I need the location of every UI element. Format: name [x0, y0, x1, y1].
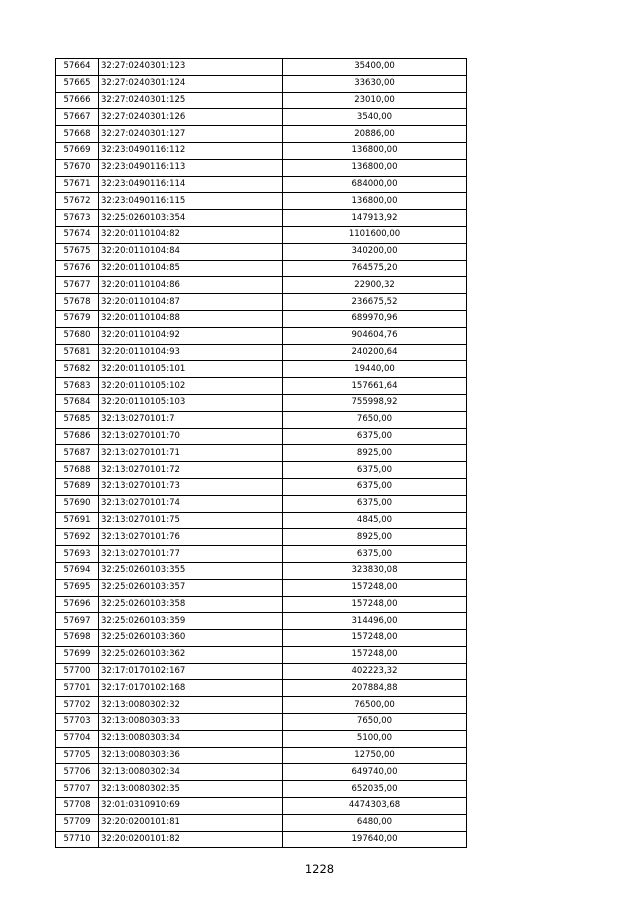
row-number-cell: 57696: [56, 596, 99, 613]
value-cell: 6375,00: [283, 546, 467, 563]
table-row: [56, 831, 467, 848]
cadastral-number-cell: 32:20:0110104:88: [99, 310, 283, 327]
value-cell: 684000,00: [283, 176, 467, 193]
cadastral-number-cell: 32:20:0200101:81: [99, 814, 283, 831]
cadastral-number-cell: 32:20:0110104:84: [99, 243, 283, 260]
table-row: [56, 277, 467, 294]
row-number-cell: 57702: [56, 697, 99, 714]
cadastral-number-cell: 32:13:0270101:74: [99, 495, 283, 512]
value-cell: 76500,00: [283, 697, 467, 714]
table-row: [56, 142, 467, 159]
value-cell: 35400,00: [283, 59, 467, 76]
cadastral-number-cell: 32:20:0110105:103: [99, 394, 283, 411]
value-cell: 136800,00: [283, 142, 467, 159]
row-number-cell: 57698: [56, 630, 99, 647]
table-row: [56, 495, 467, 512]
table-row: [56, 814, 467, 831]
table-row: [56, 747, 467, 764]
row-number-cell: 57669: [56, 142, 99, 159]
value-cell: 33630,00: [283, 75, 467, 92]
table-row: [56, 344, 467, 361]
cadastral-number-cell: 32:20:0110104:92: [99, 327, 283, 344]
value-cell: 6480,00: [283, 814, 467, 831]
cadastral-number-cell: 32:13:0080303:34: [99, 730, 283, 747]
row-number-cell: 57685: [56, 411, 99, 428]
table-row: [56, 512, 467, 529]
cadastral-number-cell: 32:23:0490116:114: [99, 176, 283, 193]
table-row: [56, 243, 467, 260]
value-cell: 3540,00: [283, 109, 467, 126]
value-cell: 157248,00: [283, 596, 467, 613]
cadastral-number-cell: 32:20:0110104:93: [99, 344, 283, 361]
value-cell: 8925,00: [283, 445, 467, 462]
cadastral-number-cell: 32:23:0490116:115: [99, 193, 283, 210]
row-number-cell: 57686: [56, 428, 99, 445]
row-number-cell: 57691: [56, 512, 99, 529]
row-number-cell: 57706: [56, 764, 99, 781]
table-row: [56, 428, 467, 445]
value-cell: 7650,00: [283, 411, 467, 428]
row-number-cell: 57700: [56, 663, 99, 680]
table-row: [56, 714, 467, 731]
cadastral-number-cell: 32:01:0310910:69: [99, 798, 283, 815]
row-number-cell: 57707: [56, 781, 99, 798]
table-row: [56, 92, 467, 109]
table-row: [56, 126, 467, 143]
value-cell: 12750,00: [283, 747, 467, 764]
table-row: [56, 697, 467, 714]
table-row: [56, 445, 467, 462]
cadastral-number-cell: 32:13:0270101:71: [99, 445, 283, 462]
value-cell: 323830,08: [283, 562, 467, 579]
row-number-cell: 57664: [56, 59, 99, 76]
value-cell: 240200,64: [283, 344, 467, 361]
table-row: [56, 613, 467, 630]
table-row: [56, 562, 467, 579]
table-row: [56, 193, 467, 210]
table-row: [56, 210, 467, 227]
table-row: [56, 75, 467, 92]
cadastral-number-cell: 32:20:0110104:87: [99, 294, 283, 311]
cadastral-number-cell: 32:25:0260103:360: [99, 630, 283, 647]
cadastral-number-cell: 32:20:0110104:85: [99, 260, 283, 277]
row-number-cell: 57688: [56, 462, 99, 479]
row-number-cell: 57687: [56, 445, 99, 462]
cadastral-number-cell: 32:27:0240301:126: [99, 109, 283, 126]
value-cell: 197640,00: [283, 831, 467, 848]
cadastral-number-cell: 32:13:0270101:70: [99, 428, 283, 445]
row-number-cell: 57697: [56, 613, 99, 630]
row-number-cell: 57704: [56, 730, 99, 747]
cadastral-number-cell: 32:13:0270101:75: [99, 512, 283, 529]
value-cell: 1101600,00: [283, 226, 467, 243]
cadastral-number-cell: 32:13:0080302:34: [99, 764, 283, 781]
value-cell: 147913,92: [283, 210, 467, 227]
row-number-cell: 57689: [56, 478, 99, 495]
table-row: [56, 294, 467, 311]
value-cell: 22900,32: [283, 277, 467, 294]
cadastral-number-cell: 32:20:0110105:101: [99, 361, 283, 378]
row-number-cell: 57699: [56, 646, 99, 663]
row-number-cell: 57676: [56, 260, 99, 277]
value-cell: 652035,00: [283, 781, 467, 798]
row-number-cell: 57682: [56, 361, 99, 378]
table-row: [56, 546, 467, 563]
cadastral-number-cell: 32:13:0270101:76: [99, 529, 283, 546]
table-row: [56, 310, 467, 327]
row-number-cell: 57708: [56, 798, 99, 815]
table-row: [56, 680, 467, 697]
cadastral-number-cell: 32:20:0110104:82: [99, 226, 283, 243]
cadastral-number-cell: 32:23:0490116:112: [99, 142, 283, 159]
cadastral-number-cell: 32:13:0080302:32: [99, 697, 283, 714]
cadastral-number-cell: 32:17:0170102:168: [99, 680, 283, 697]
value-cell: 136800,00: [283, 193, 467, 210]
cadastral-number-cell: 32:13:0270101:73: [99, 478, 283, 495]
row-number-cell: 57683: [56, 378, 99, 395]
cadastral-number-cell: 32:27:0240301:125: [99, 92, 283, 109]
cadastral-number-cell: 32:25:0260103:362: [99, 646, 283, 663]
value-cell: 19440,00: [283, 361, 467, 378]
table-row: [56, 663, 467, 680]
row-number-cell: 57690: [56, 495, 99, 512]
row-number-cell: 57675: [56, 243, 99, 260]
value-cell: 904604,76: [283, 327, 467, 344]
table-row: [56, 579, 467, 596]
row-number-cell: 57694: [56, 562, 99, 579]
cadastral-value-table: [55, 58, 467, 848]
value-cell: 5100,00: [283, 730, 467, 747]
row-number-cell: 57670: [56, 159, 99, 176]
cadastral-number-cell: 32:20:0110105:102: [99, 378, 283, 395]
table-row: [56, 361, 467, 378]
value-cell: 6375,00: [283, 495, 467, 512]
table-row: [56, 260, 467, 277]
row-number-cell: 57674: [56, 226, 99, 243]
value-cell: 157248,00: [283, 630, 467, 647]
table-row: [56, 327, 467, 344]
value-cell: 157248,00: [283, 579, 467, 596]
row-number-cell: 57705: [56, 747, 99, 764]
cadastral-number-cell: 32:13:0270101:7: [99, 411, 283, 428]
value-cell: 20886,00: [283, 126, 467, 143]
value-cell: 755998,92: [283, 394, 467, 411]
value-cell: 689970,96: [283, 310, 467, 327]
value-cell: 157248,00: [283, 646, 467, 663]
value-cell: 764575,20: [283, 260, 467, 277]
table-row: [56, 529, 467, 546]
cadastral-number-cell: 32:13:0270101:72: [99, 462, 283, 479]
cadastral-number-cell: 32:25:0260103:358: [99, 596, 283, 613]
row-number-cell: 57703: [56, 714, 99, 731]
table-row: [56, 764, 467, 781]
value-cell: 23010,00: [283, 92, 467, 109]
cadastral-number-cell: 32:13:0080303:36: [99, 747, 283, 764]
table-row: [56, 59, 467, 76]
cadastral-number-cell: 32:25:0260103:355: [99, 562, 283, 579]
table-row: [56, 226, 467, 243]
value-cell: 4845,00: [283, 512, 467, 529]
cadastral-number-cell: 32:25:0260103:354: [99, 210, 283, 227]
cadastral-number-cell: 32:13:0080302:35: [99, 781, 283, 798]
cadastral-number-cell: 32:20:0200101:82: [99, 831, 283, 848]
row-number-cell: 57701: [56, 680, 99, 697]
table-row: [56, 596, 467, 613]
row-number-cell: 57710: [56, 831, 99, 848]
cadastral-number-cell: 32:27:0240301:123: [99, 59, 283, 76]
table-row: [56, 798, 467, 815]
cadastral-number-cell: 32:13:0270101:77: [99, 546, 283, 563]
cadastral-number-cell: 32:13:0080303:33: [99, 714, 283, 731]
value-cell: 207884,88: [283, 680, 467, 697]
page-number: 1228: [304, 862, 335, 876]
value-cell: 6375,00: [283, 478, 467, 495]
value-cell: 157661,64: [283, 378, 467, 395]
row-number-cell: 57665: [56, 75, 99, 92]
row-number-cell: 57680: [56, 327, 99, 344]
table-row: [56, 630, 467, 647]
value-cell: 649740,00: [283, 764, 467, 781]
value-cell: 136800,00: [283, 159, 467, 176]
table-row: [56, 394, 467, 411]
row-number-cell: 57667: [56, 109, 99, 126]
row-number-cell: 57684: [56, 394, 99, 411]
row-number-cell: 57668: [56, 126, 99, 143]
value-cell: 6375,00: [283, 462, 467, 479]
row-number-cell: 57672: [56, 193, 99, 210]
cadastral-number-cell: 32:27:0240301:127: [99, 126, 283, 143]
row-number-cell: 57693: [56, 546, 99, 563]
value-cell: 4474303,68: [283, 798, 467, 815]
row-number-cell: 57679: [56, 310, 99, 327]
table-row: [56, 109, 467, 126]
table-row: [56, 378, 467, 395]
cadastral-number-cell: 32:25:0260103:359: [99, 613, 283, 630]
value-cell: 8925,00: [283, 529, 467, 546]
row-number-cell: 57692: [56, 529, 99, 546]
table-body: [56, 59, 467, 848]
value-cell: 7650,00: [283, 714, 467, 731]
cadastral-number-cell: 32:27:0240301:124: [99, 75, 283, 92]
value-cell: 314496,00: [283, 613, 467, 630]
row-number-cell: 57695: [56, 579, 99, 596]
table-row: [56, 176, 467, 193]
row-number-cell: 57681: [56, 344, 99, 361]
cadastral-number-cell: 32:25:0260103:357: [99, 579, 283, 596]
value-cell: 6375,00: [283, 428, 467, 445]
table-row: [56, 462, 467, 479]
table-row: [56, 478, 467, 495]
table-row: [56, 411, 467, 428]
row-number-cell: 57671: [56, 176, 99, 193]
row-number-cell: 57677: [56, 277, 99, 294]
table-row: [56, 781, 467, 798]
value-cell: 236675,52: [283, 294, 467, 311]
cadastral-number-cell: 32:23:0490116:113: [99, 159, 283, 176]
cadastral-number-cell: 32:20:0110104:86: [99, 277, 283, 294]
value-cell: 340200,00: [283, 243, 467, 260]
row-number-cell: 57709: [56, 814, 99, 831]
row-number-cell: 57673: [56, 210, 99, 227]
cadastral-number-cell: 32:17:0170102:167: [99, 663, 283, 680]
row-number-cell: 57666: [56, 92, 99, 109]
table-row: [56, 646, 467, 663]
table-row: [56, 730, 467, 747]
table-row: [56, 159, 467, 176]
row-number-cell: 57678: [56, 294, 99, 311]
value-cell: 402223,32: [283, 663, 467, 680]
